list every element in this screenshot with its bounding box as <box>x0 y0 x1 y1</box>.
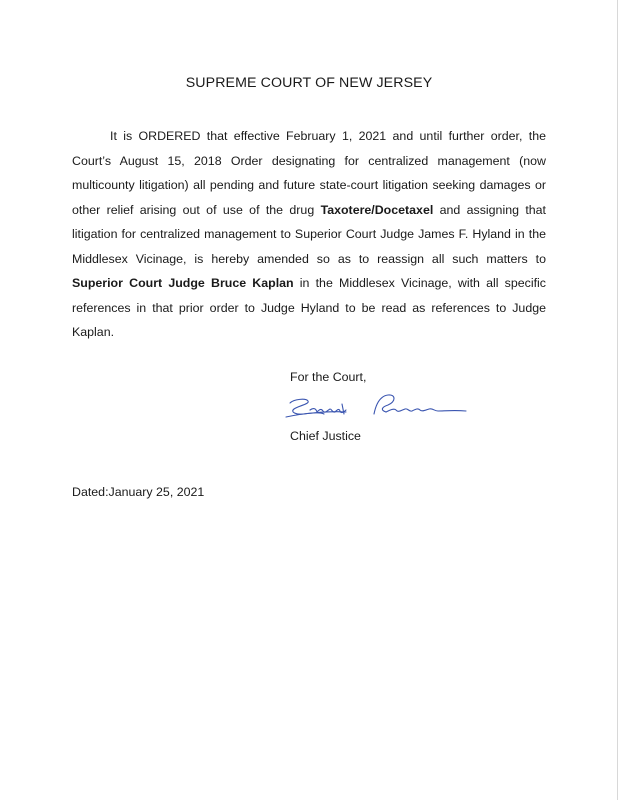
dated-date: January 25, 2021 <box>108 485 205 499</box>
for-the-court-label: For the Court, <box>290 370 367 384</box>
court-title: SUPREME COURT OF NEW JERSEY <box>185 75 433 91</box>
dated-label: Dated: <box>72 485 109 499</box>
order-text-part-1: It is ORDERED that effective February 1, 2021 and until further order, the Court’s August 15, 2018 Order designating for centralized management (now multicounty litigation) all pending and future state-court litigation seeking damages or other relief arising out of use of the drug <box>72 129 546 217</box>
dated-line <box>72 485 204 499</box>
new-judge-name: Superior Court Judge Bruce Kaplan <box>72 276 294 290</box>
chief-justice-title: Chief Justice <box>290 429 361 443</box>
order-text-part-3: in the Middlesex Vicinage, with all specific references in that prior order to Judge Hyland to be read as references to Judge Kaplan. <box>72 276 546 339</box>
handwritten-signature <box>284 390 474 426</box>
order-paragraph <box>72 124 546 345</box>
order-text-part-2: and assigning that litigation for centralized management to Superior Court Judge James F. Hyland in the Middlesex Vicinage, is hereby amended so as to reassign all such matters to <box>72 202 546 266</box>
drug-name: Taxotere/Docetaxel <box>320 202 434 217</box>
